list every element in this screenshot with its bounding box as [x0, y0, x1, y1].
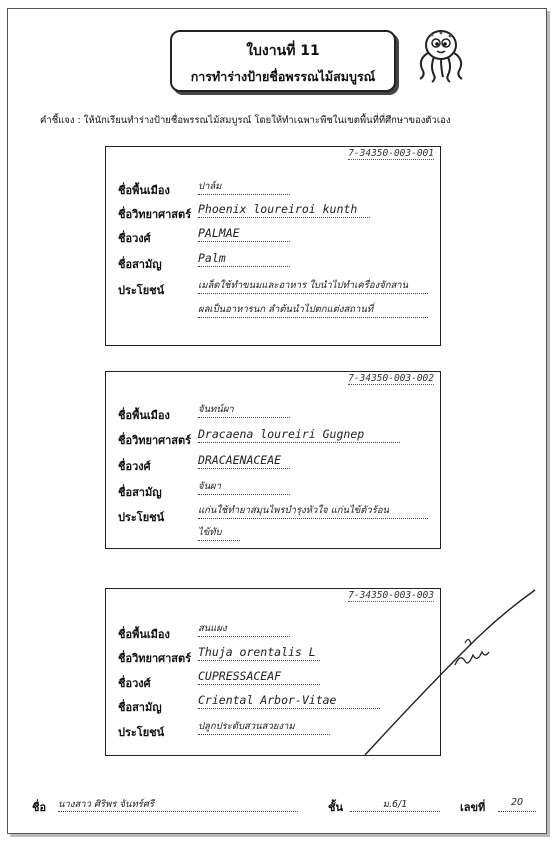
scientific-name-value: Dracaena loureiri Gugnep	[198, 427, 400, 443]
common-name-value: Criental Arbor-Vitae	[198, 693, 380, 709]
local-name-value: สนแผง	[198, 621, 290, 637]
scientific-name-label: ชื่อวิทยาศาสตร์	[118, 434, 192, 447]
usage-value-line2: ผลเป็นอาหารนก ลำต้นนำไปตกแต่งสถานที่	[198, 302, 428, 318]
worksheet-title: การทำร่างป้ายชื่อพรรณไม้สมบูรณ์	[190, 69, 376, 84]
usage-label: ประโยชน์	[118, 284, 165, 297]
plant-code: 7-34350-003-002	[348, 373, 434, 384]
usage-value-line1: ปลูกประดับสวนสวยงาม	[198, 719, 330, 735]
common-name-label: ชื่อสามัญ	[118, 258, 162, 271]
worksheet-title-box	[170, 30, 396, 92]
scientific-name-value: Phoenix loureiroi kunth	[198, 202, 370, 218]
family-value: DRACAENACEAE	[198, 453, 290, 469]
local-name-label: ชื่อพื้นเมือง	[118, 628, 170, 641]
family-label: ชื่อวงศ์	[118, 232, 151, 245]
worksheet-number: ใบงานที่ 11	[246, 43, 320, 59]
usage-value-line2: ไข้ทับ	[198, 525, 240, 541]
teacher-signature	[360, 585, 540, 765]
family-value: PALMAE	[198, 226, 290, 242]
common-name-label: ชื่อสามัญ	[118, 701, 162, 714]
common-name-label: ชื่อสามัญ	[118, 486, 162, 499]
scientific-name-label: ชื่อวิทยาศาสตร์	[118, 208, 192, 221]
local-name-label: ชื่อพื้นเมือง	[118, 184, 170, 197]
name-value: นางสาว ศิริพร จันทร์ศรี	[58, 797, 298, 812]
usage-value-line1: เมล็ดใช้ทำขนมและอาหาร ใบนำไปทำเครื่องจักสาน	[198, 278, 428, 294]
scientific-name-value: Thuja orentalis L	[198, 645, 320, 661]
usage-label: ประโยชน์	[118, 511, 165, 524]
scientific-name-label: ชื่อวิทยาศาสตร์	[118, 652, 192, 665]
family-label: ชื่อวงศ์	[118, 677, 151, 690]
local-name-value: จันทน์ผา	[198, 402, 290, 418]
instructions-text: คำชี้แจง : ให้นักเรียนทำร่างป้ายชื่อพรรณไม้สมบูรณ์ โดยให้ทำเฉพาะพืชในเขตพื้นที่ที่ศึกษาของตัวเอง	[40, 115, 451, 126]
plant-card-1	[105, 146, 441, 346]
usage-value-line1: แก่นใช้ทำยาสมุนไพรบำรุงหัวใจ แก่นไข้ตัวร้อน	[198, 503, 428, 519]
number-value: 20	[498, 797, 536, 812]
usage-label: ประโยชน์	[118, 726, 165, 739]
plant-code: 7-34350-003-001	[348, 148, 434, 159]
family-label: ชื่อวงศ์	[118, 460, 151, 473]
local-name-value: ปาล์ม	[198, 179, 290, 195]
number-label: เลขที่	[460, 801, 486, 814]
octopus-mascot-icon	[412, 25, 470, 83]
local-name-label: ชื่อพื้นเมือง	[118, 409, 170, 422]
name-label: ชื่อ	[32, 801, 47, 814]
common-name-value: จันผา	[198, 479, 290, 495]
class-value: ม.6/1	[350, 797, 440, 812]
plant-card-2	[105, 371, 441, 549]
plant-code: 7-34350-003-003	[348, 590, 434, 601]
common-name-value: Palm	[198, 251, 290, 267]
class-label: ชั้น	[328, 801, 343, 814]
family-value: CUPRESSACEAF	[198, 669, 320, 685]
